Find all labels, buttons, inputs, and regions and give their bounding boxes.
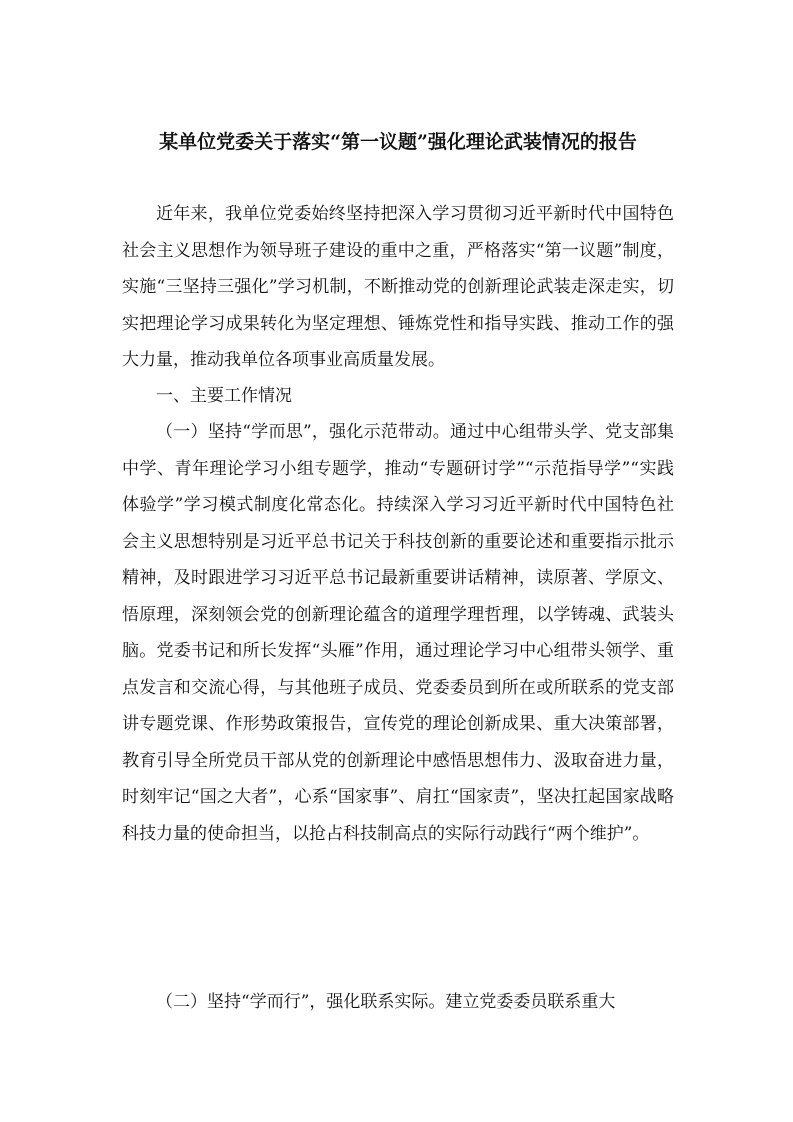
section-heading: 一、主要工作情况 <box>156 386 292 406</box>
intro-paragraph: 近年来，我单位党委始终坚持把深入学习贯彻习近平新时代中国特色社会主义思想作为领导班子建设的重中之重，严格落实“第一议题”制度，实施“三坚持三强化”学习机制，不断推动党的创新理论武装走深走实，切实把理论学习成果转化为坚定理想、锤炼党性和指导实践、推动工作的强大力量，推动我单位各项事业高质量发展。 <box>122 204 674 370</box>
item-2-paragraph: （二）坚持“学而行”，强化联系实际。建立党委委员联系重大 <box>156 992 616 1012</box>
document-title: 某单位党委关于落实“第一议题”强化理论武装情况的报告 <box>159 131 637 153</box>
item-1-paragraph: （一）坚持“学而思”，强化示范带动。通过中心组带头学、党支部集中学、青年理论学习小组专题学，推动“专题研讨学”“示范指导学”“实践体验学”学习模式制度化常态化。持续深入学习习近平新时代中国特色社会主义思想特别是习近平总书记关于科技创新的重要论述和重要指示批示精神，及时跟进学习习近平总书记最新重要讲话精神，读原著、学原文、悟原理，深刻领会党的创新理论蕴含的道理学理哲理，以学铸魂、武装头脑。党委书记和所长发挥“头雁”作用，通过理论学习中心组带头领学、重点发言和交流心得，与其他班子成员、党委委员到所在或所联系的党支部讲专题党课、作形势政策报告，宣传党的理论创新成果、重大决策部署，教育引导全所党员干部从党的创新理论中感悟思想伟力、汲取奋进力量，时刻牢记“国之大者”，心系“国家事”、肩扛“国家责”，坚决扛起国家战略科技力量的使命担当，以抢占科技制高点的实际行动践行“两个维护”。 <box>122 422 674 844</box>
